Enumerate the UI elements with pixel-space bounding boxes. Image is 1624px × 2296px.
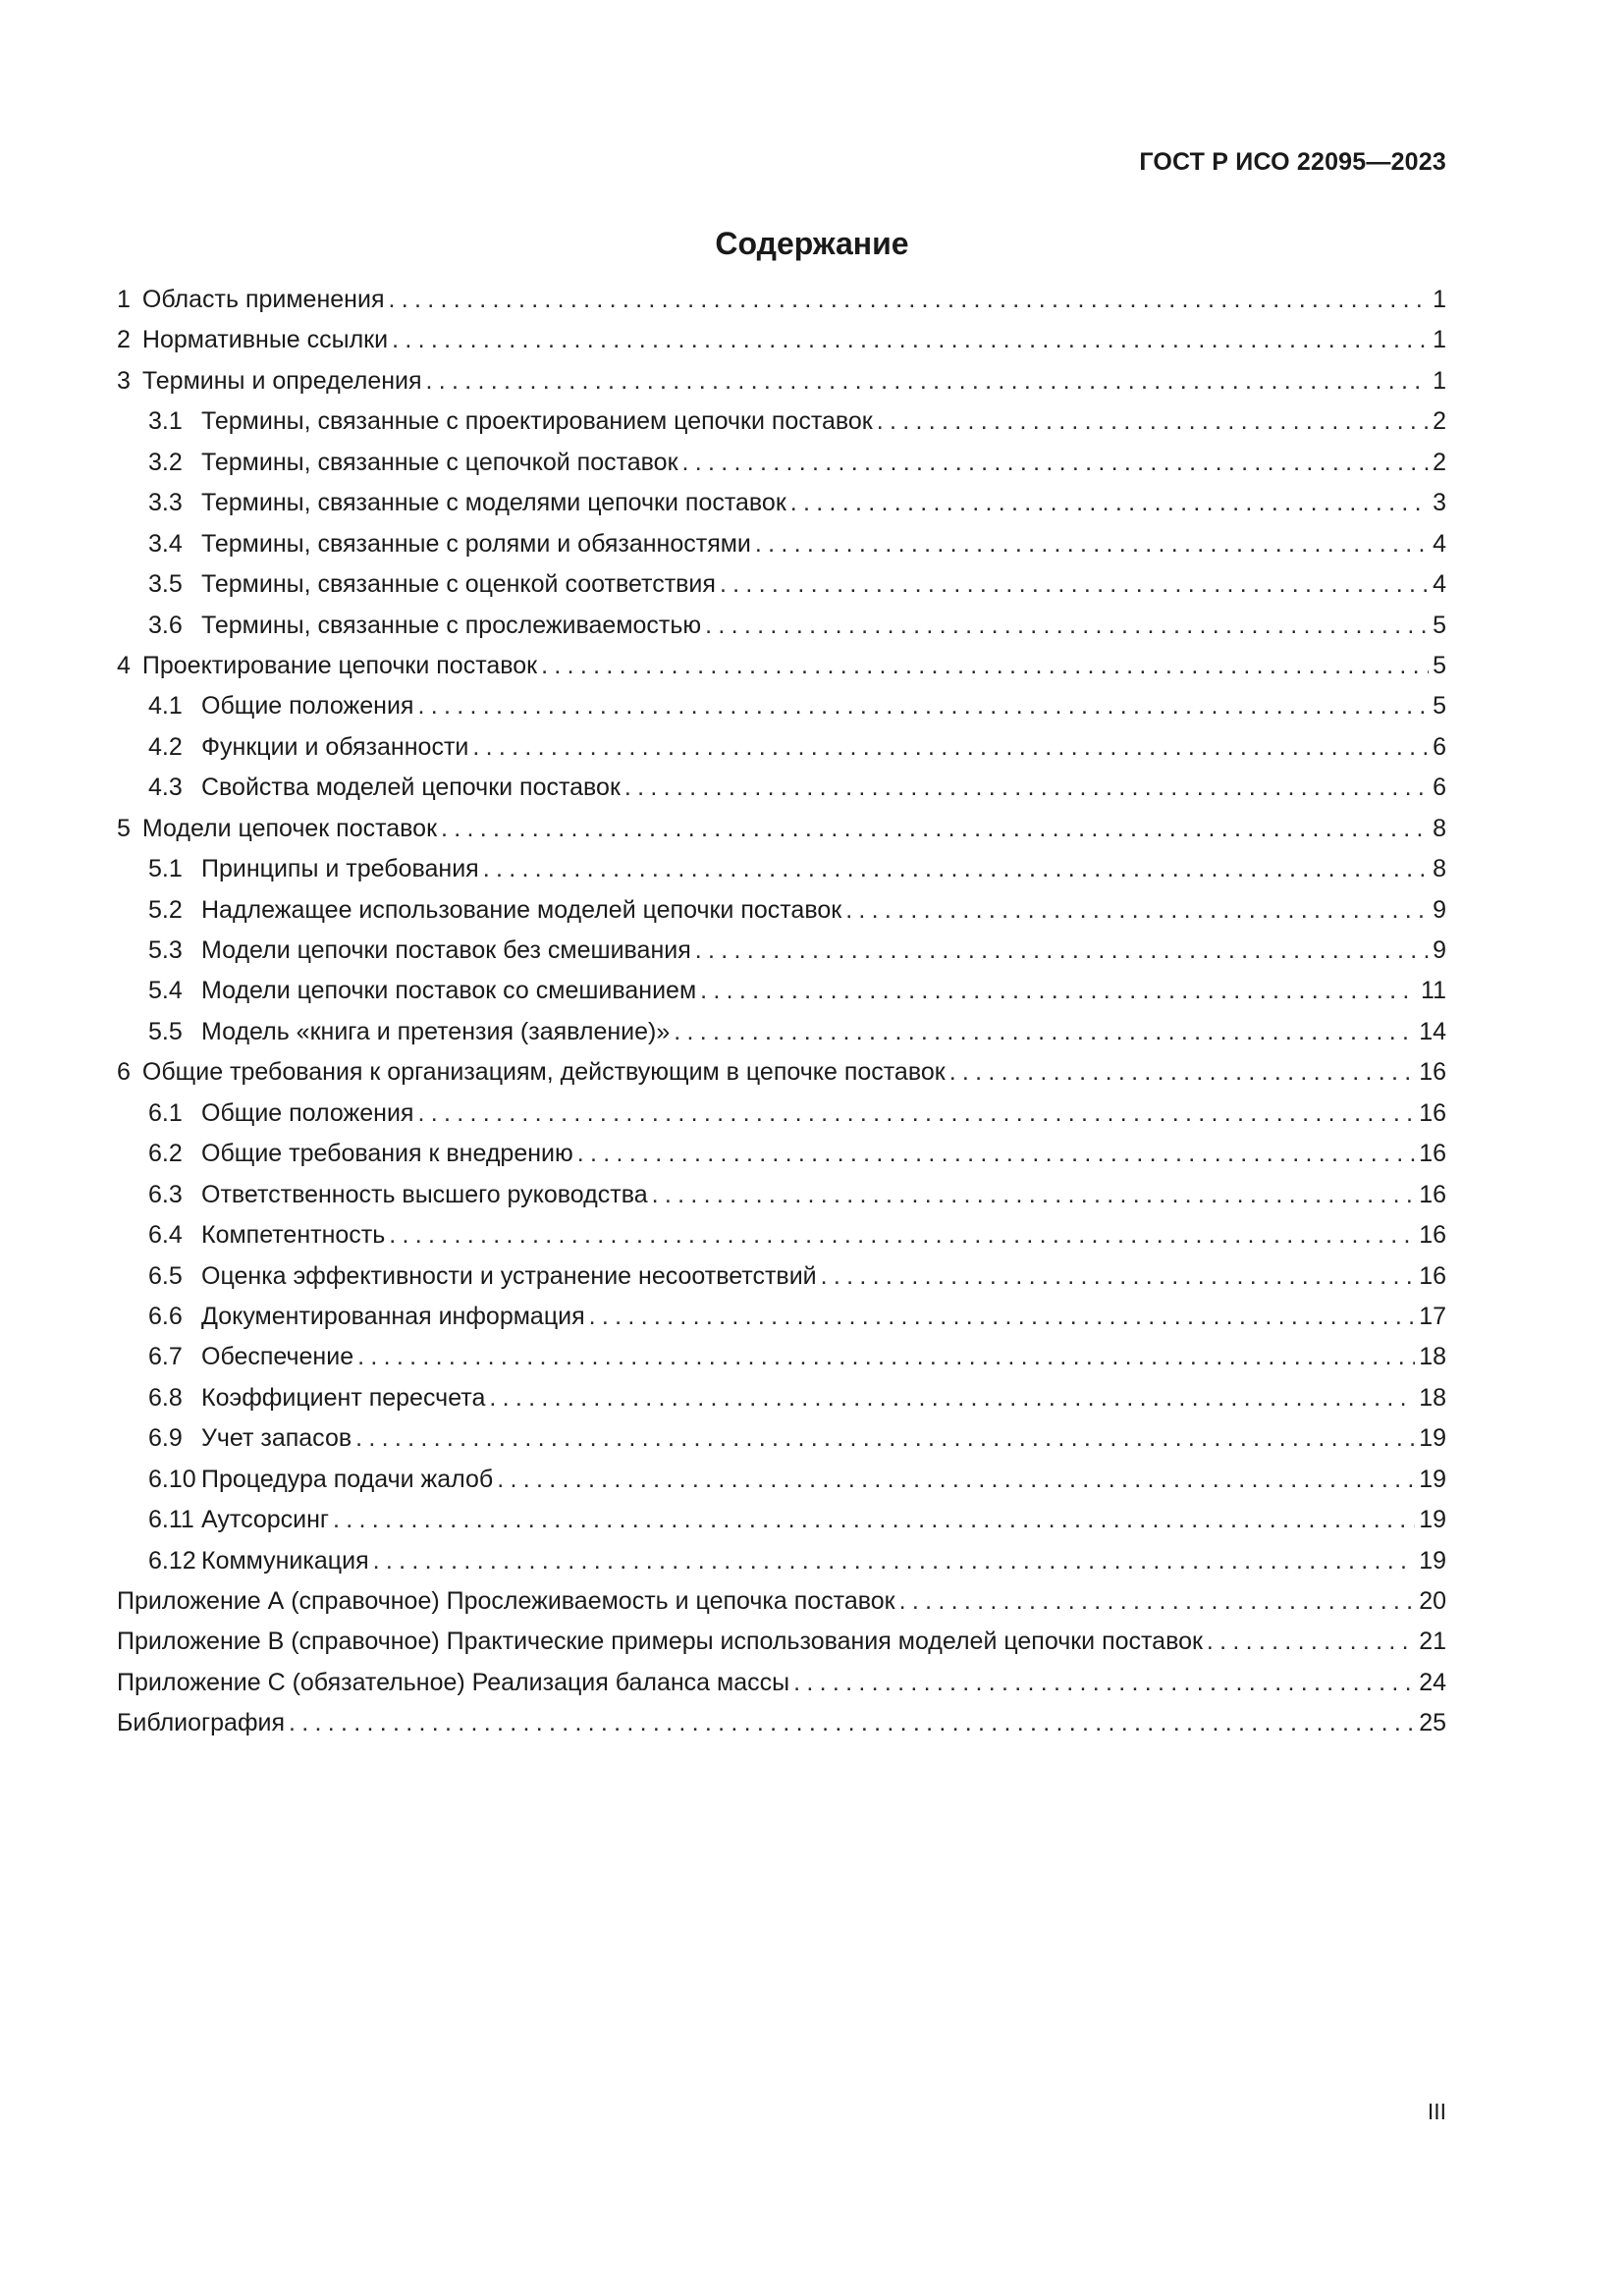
- toc-entry[interactable]: [117, 1628, 1446, 1668]
- toc-entry[interactable]: [117, 1709, 1446, 1749]
- toc-entry-page: 5: [1433, 611, 1446, 639]
- toc-entry-page: 2: [1433, 407, 1446, 436]
- toc-entry[interactable]: [117, 489, 1446, 529]
- toc-dot-leader: [845, 896, 1429, 925]
- toc-entry-page: 5: [1433, 692, 1446, 721]
- toc-entry-number: 3.2: [148, 448, 183, 476]
- toc-entry-title: Общие положения: [201, 692, 414, 721]
- toc-entry-number: 5.1: [148, 855, 183, 883]
- toc-dot-leader: [417, 1099, 1415, 1128]
- toc-entry[interactable]: [117, 1587, 1446, 1628]
- toc-dot-leader: [793, 1669, 1415, 1697]
- toc-entry-page: 16: [1419, 1180, 1446, 1208]
- toc-dot-leader: [652, 1181, 1416, 1209]
- toc-entry-page: 18: [1419, 1343, 1446, 1371]
- toc-entry-title: Термины, связанные с цепочкой поставок: [201, 448, 678, 476]
- toc-entry-number: 4.1: [148, 692, 183, 721]
- toc-dot-leader: [388, 286, 1429, 314]
- toc-entry-number: 6.3: [148, 1180, 183, 1208]
- toc-entry-title: Учет запасов: [201, 1424, 352, 1453]
- toc-entry[interactable]: [117, 612, 1446, 652]
- toc-entry[interactable]: [117, 1140, 1446, 1180]
- toc-entry-title: Модели цепочек поставок: [141, 814, 438, 842]
- toc-entry-number: 3.4: [148, 529, 183, 558]
- toc-entry-page: 19: [1419, 1424, 1446, 1453]
- toc-entry-title: Проектирование цепочки поставок: [141, 651, 538, 679]
- toc-entry-title: Коммуникация: [201, 1546, 369, 1575]
- page-number: III: [1427, 2099, 1446, 2124]
- toc-dot-leader: [720, 570, 1429, 599]
- toc-entry-title: Термины и определения: [141, 366, 422, 395]
- toc-dot-leader: [489, 1384, 1415, 1413]
- toc-entry[interactable]: [117, 1547, 1446, 1587]
- toc-dot-leader: [357, 1343, 1415, 1371]
- toc-entry-page: 8: [1433, 855, 1446, 883]
- toc-entry-page: 1: [1433, 366, 1446, 395]
- toc-entry-number: 6.11: [148, 1506, 194, 1534]
- toc-entry[interactable]: [117, 1424, 1446, 1465]
- toc-entry-number: 4.2: [148, 732, 183, 761]
- toc-entry-title: Общие требования к внедрению: [201, 1140, 573, 1168]
- toc-entry[interactable]: [117, 1466, 1446, 1506]
- toc-entry-title: Термины, связанные с прослеживаемостью: [201, 611, 702, 639]
- toc-entry-number: 6.12: [148, 1546, 196, 1575]
- toc-entry-title: Общие требования к организациям, действующим в цепочке поставок: [141, 1058, 946, 1087]
- toc-entry[interactable]: [117, 1099, 1446, 1140]
- toc-entry-title: Приложение С (обязательное) Реализация баланса массы: [117, 1668, 790, 1696]
- toc-entry-page: 16: [1419, 1261, 1446, 1290]
- toc-entry-title: Обеспечение: [201, 1343, 354, 1371]
- toc-dot-leader: [355, 1424, 1415, 1453]
- toc-entry[interactable]: [117, 936, 1446, 977]
- toc-entry-page: 4: [1433, 570, 1446, 599]
- toc-entry[interactable]: [117, 774, 1446, 814]
- toc-entry-page: 16: [1419, 1221, 1446, 1250]
- document-code: ГОСТ Р ИСО 22095—2023: [1139, 148, 1446, 176]
- toc-entry-number: 5.5: [148, 1017, 183, 1045]
- toc-entry-number: 6.9: [148, 1424, 183, 1453]
- toc-entry-page: 19: [1419, 1546, 1446, 1575]
- toc-dot-leader: [790, 489, 1429, 517]
- toc-entry-page: 20: [1419, 1587, 1446, 1615]
- toc-entry-title: Модель «книга и претензия (заявление)»: [201, 1017, 671, 1045]
- toc-entry-number: 4.3: [148, 774, 183, 802]
- toc-dot-leader: [333, 1506, 1415, 1534]
- toc-dot-leader: [899, 1587, 1416, 1616]
- toc-dot-leader: [1207, 1628, 1415, 1656]
- toc-entry[interactable]: [117, 1181, 1446, 1221]
- toc-entry[interactable]: [117, 570, 1446, 611]
- toc-dot-leader: [949, 1058, 1416, 1087]
- toc-entry[interactable]: [117, 1262, 1446, 1303]
- toc-entry[interactable]: [117, 326, 1446, 366]
- toc-entry[interactable]: [117, 1303, 1446, 1343]
- toc-dot-leader: [877, 407, 1429, 436]
- toc-entry-number: 5: [117, 814, 131, 842]
- toc-entry-number: 6.10: [148, 1465, 196, 1493]
- toc-entry[interactable]: [117, 815, 1446, 855]
- toc-entry-title: Документированная информация: [201, 1302, 585, 1330]
- toc-dot-leader: [373, 1547, 1416, 1575]
- toc-entry-number: 6.6: [148, 1302, 183, 1330]
- toc-entry-title: Ответственность высшего руководства: [201, 1180, 648, 1208]
- toc-entry[interactable]: [117, 1058, 1446, 1098]
- toc-entry-title: Компетентность: [201, 1221, 386, 1250]
- toc-entry-page: 5: [1433, 651, 1446, 679]
- toc-entry-title: Свойства моделей цепочки поставок: [201, 774, 621, 802]
- toc-entry-title: Приложение А (справочное) Прослеживаемость и цепочка поставок: [117, 1587, 895, 1615]
- toc-entry[interactable]: [117, 1384, 1446, 1424]
- toc-entry[interactable]: [117, 692, 1446, 732]
- toc-entry[interactable]: [117, 855, 1446, 895]
- toc-entry-page: 16: [1419, 1140, 1446, 1168]
- toc-dot-leader: [682, 449, 1430, 477]
- toc-entry-number: 6.7: [148, 1343, 183, 1371]
- toc-entry[interactable]: [117, 530, 1446, 570]
- toc-entry-title: Область применения: [141, 286, 385, 313]
- toc-entry-number: 6.1: [148, 1098, 183, 1127]
- toc-entry-page: 4: [1433, 529, 1446, 558]
- toc-entry-title: Термины, связанные с проектированием цепочки поставок: [201, 407, 873, 436]
- toc-entry[interactable]: [117, 1343, 1446, 1383]
- toc-entry-number: 3.6: [148, 611, 183, 639]
- toc-entry-title: Библиография: [117, 1709, 286, 1737]
- toc-entry-page: 17: [1419, 1302, 1446, 1330]
- toc-entry-number: 3.3: [148, 489, 183, 517]
- toc-entry[interactable]: [117, 407, 1446, 448]
- toc-entry-page: 9: [1433, 895, 1446, 924]
- toc-entry-title: Аутсорсинг: [201, 1506, 330, 1534]
- toc-dot-leader: [705, 612, 1429, 640]
- toc-dot-leader: [624, 774, 1429, 802]
- toc-entry-page: 16: [1419, 1098, 1446, 1127]
- toc-entry[interactable]: [117, 896, 1446, 936]
- toc-entry-page: 19: [1419, 1506, 1446, 1534]
- toc-dot-leader: [483, 855, 1429, 883]
- toc-dot-leader: [589, 1303, 1416, 1331]
- toc-entry[interactable]: [117, 1221, 1446, 1261]
- toc-entry-number: 4: [117, 651, 131, 679]
- toc-dot-leader: [417, 692, 1429, 721]
- toc-entry-title: Надлежащее использование моделей цепочки поставок: [201, 895, 842, 924]
- toc-entry-page: 18: [1419, 1383, 1446, 1412]
- toc-entry-page: 3: [1433, 489, 1446, 517]
- toc-entry[interactable]: [117, 652, 1446, 692]
- toc-entry[interactable]: [117, 367, 1446, 407]
- toc-dot-leader: [389, 1221, 1415, 1250]
- toc-entry-number: 5.3: [148, 936, 183, 964]
- toc-entry-title: Нормативные ссылки: [141, 326, 389, 354]
- toc-dot-leader: [472, 733, 1429, 762]
- toc-entry-page: 1: [1433, 326, 1446, 354]
- toc-entry-number: 5.2: [148, 895, 183, 924]
- toc-entry[interactable]: [117, 1669, 1446, 1709]
- toc-entry-number: 5.4: [148, 977, 183, 1005]
- toc-entry-number: 6.4: [148, 1221, 183, 1250]
- toc-entry-page: 25: [1419, 1709, 1446, 1737]
- toc-entry-page: 8: [1433, 814, 1446, 842]
- table-of-contents: [117, 286, 1446, 1750]
- toc-entry-page: 9: [1433, 936, 1446, 964]
- toc-entry-title: Приложение В (справочное) Практические примеры использования моделей цепочки поставок: [117, 1628, 1203, 1656]
- toc-entry[interactable]: [117, 449, 1446, 489]
- toc-entry-title: Процедура подачи жалоб: [201, 1465, 494, 1493]
- toc-dot-leader: [821, 1262, 1416, 1291]
- toc-title: Содержание: [715, 226, 909, 261]
- toc-entry[interactable]: [117, 977, 1446, 1017]
- toc-entry-number: 6.2: [148, 1140, 183, 1168]
- toc-entry-page: 6: [1433, 732, 1446, 761]
- toc-dot-leader: [497, 1466, 1415, 1494]
- toc-entry-title: Принципы и требования: [201, 855, 479, 883]
- toc-dot-leader: [426, 367, 1430, 396]
- toc-entry[interactable]: [117, 286, 1446, 326]
- toc-entry-title: Термины, связанные с ролями и обязанностями: [201, 529, 751, 558]
- toc-entry-page: 6: [1433, 774, 1446, 802]
- toc-entry-number: 1: [117, 286, 131, 313]
- toc-entry-number: 3.5: [148, 570, 183, 599]
- toc-entry-title: Модели цепочки поставок без смешивания: [201, 936, 691, 964]
- toc-entry-page: 16: [1419, 1058, 1446, 1087]
- toc-entry-page: 11: [1421, 977, 1446, 1005]
- toc-entry-title: Общие положения: [201, 1098, 414, 1127]
- toc-entry-title: Термины, связанные с оценкой соответствия: [201, 570, 716, 599]
- toc-entry-number: 6.5: [148, 1261, 183, 1290]
- toc-entry-title: Коэффициент пересчета: [201, 1383, 486, 1412]
- toc-entry-number: 3.1: [148, 407, 183, 436]
- toc-entry-page: 1: [1433, 286, 1446, 313]
- toc-entry[interactable]: [117, 1506, 1446, 1546]
- toc-entry-page: 19: [1419, 1465, 1446, 1493]
- toc-entry-title: Термины, связанные с моделями цепочки поставок: [201, 489, 786, 517]
- toc-entry-number: 6: [117, 1058, 131, 1087]
- toc-entry-page: 24: [1419, 1668, 1446, 1696]
- toc-dot-leader: [392, 326, 1429, 354]
- toc-entry-number: 2: [117, 326, 131, 354]
- toc-dot-leader: [441, 815, 1429, 843]
- toc-entry-number: 6.8: [148, 1383, 183, 1412]
- toc-entry-title: Модели цепочки поставок со смешиванием: [201, 977, 697, 1005]
- toc-entry[interactable]: [117, 733, 1446, 774]
- toc-dot-leader: [541, 652, 1429, 680]
- toc-dot-leader: [695, 936, 1429, 965]
- toc-entry-page: 21: [1419, 1628, 1446, 1656]
- toc-entry-number: 3: [117, 366, 131, 395]
- toc-dot-leader: [577, 1140, 1415, 1168]
- toc-entry-title: Оценка эффективности и устранение несоответствий: [201, 1261, 817, 1290]
- toc-dot-leader: [289, 1709, 1415, 1737]
- toc-dot-leader: [700, 977, 1417, 1005]
- toc-entry-title: Функции и обязанности: [201, 732, 469, 761]
- toc-dot-leader: [674, 1018, 1415, 1046]
- toc-entry-page: 14: [1419, 1017, 1446, 1045]
- toc-entry[interactable]: [117, 1018, 1446, 1058]
- toc-dot-leader: [755, 530, 1429, 559]
- toc-entry-page: 2: [1433, 448, 1446, 476]
